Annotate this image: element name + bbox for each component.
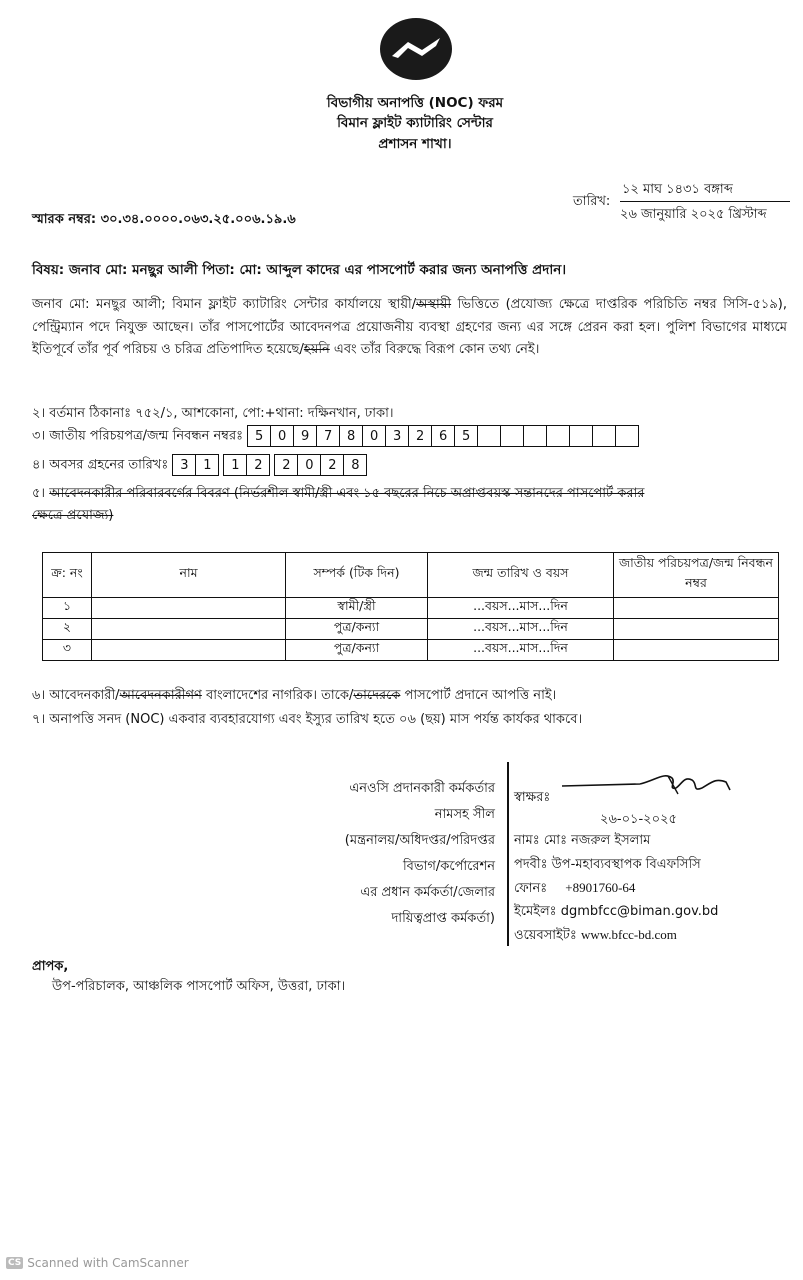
digit-box: 5	[454, 425, 478, 447]
retirement-date-boxes	[172, 454, 366, 476]
cell-serial: ২	[43, 619, 92, 640]
website-line	[514, 926, 677, 947]
signature-label: স্বাক্ষরঃ	[514, 790, 551, 805]
sig-left-line: এনওসি প্রদানকারী কর্মকর্তার	[349, 781, 495, 796]
digit-box: 9	[293, 425, 317, 447]
digit-box	[615, 425, 639, 447]
cell-name	[92, 598, 286, 619]
camscanner-badge-icon: CS	[8, 1258, 22, 1268]
website-label: ওয়েবসাইটঃ	[514, 928, 577, 943]
digit-box: 1	[223, 454, 247, 476]
phone-number: +8901760-64	[565, 880, 636, 895]
date-label: তারিখ:	[573, 194, 611, 209]
cell-name	[92, 640, 286, 661]
cell-serial: ১	[43, 598, 92, 619]
cell-relation: স্বামী/স্ত্রী	[286, 598, 428, 619]
cell-nid	[614, 598, 779, 619]
digit-box: 3	[172, 454, 196, 476]
header-dob: জন্ম তারিখ ও বয়স	[428, 553, 614, 598]
digit-box: 8	[343, 454, 367, 476]
sig-left-line: এর প্রধান কর্মকর্তা/জেলার	[360, 885, 495, 900]
sig-left-line: বিভাগ/কর্পোরেশন	[402, 859, 495, 874]
digit-box: 8	[339, 425, 363, 447]
form-title: বিভাগীয় অনাপত্তি (NOC) ফরম	[326, 95, 504, 111]
digit-box: 2	[320, 454, 344, 476]
cell-nid	[614, 619, 779, 640]
sign-date: ২৬-০১-২০২৫	[600, 812, 677, 827]
date-bengali: ১২ মাঘ ১৪৩১ বঙ্গাব্দ	[622, 182, 733, 197]
header-serial: ক্র: নং	[43, 553, 92, 598]
sig-left-line: নামসহ সীল	[434, 807, 495, 822]
table-row	[43, 640, 779, 661]
p6-struck1: আবেদনকারীগণ	[119, 688, 202, 703]
digit-box: 0	[297, 454, 321, 476]
nid-label: ৩। জাতীয় পরিচয়পত্র/জন্ম নিবন্ধন নম্বরঃ	[32, 428, 244, 444]
digit-box: 2	[408, 425, 432, 447]
table-header-row	[43, 553, 779, 598]
family-section-line1	[32, 484, 644, 505]
digit-box	[569, 425, 593, 447]
digit-box	[500, 425, 524, 447]
digit-box: 2	[246, 454, 270, 476]
cell-nid	[614, 640, 779, 661]
digit-box: 7	[316, 425, 340, 447]
family-number: ৫।	[32, 486, 46, 501]
digit-box: 5	[247, 425, 271, 447]
memo-number: স্মারক নম্বর: ৩০.৩৪.০০০০.০৬৩.২৫.০০৬.১৯.৬	[32, 212, 296, 227]
cell-dob: ...বয়স...মাস...দিন	[428, 619, 614, 640]
table-row	[43, 619, 779, 640]
date-divider	[620, 201, 790, 202]
recipient-address: উপ-পরিচালক, আঞ্চলিক পাসপোর্ট অফিস, উত্তরা, ঢাকা।	[52, 979, 346, 994]
sig-left-line: দায়িত্বপ্রাপ্ত কর্মকর্তা)	[391, 911, 495, 926]
family-table	[42, 552, 779, 661]
address-line: ২। বর্তমান ঠিকানাঃ ৭৫২/১, আশকোনা, পো:+থানা: দক্ষিনখান, ঢাকা।	[32, 406, 394, 421]
signatory-designation: পদবীঃ উপ-মহাব্যবস্থাপক বিএফসিসি	[514, 857, 701, 872]
department-name: প্রশাসন শাখা।	[378, 136, 452, 152]
nid-boxes	[247, 425, 638, 447]
cell-serial: ৩	[43, 640, 92, 661]
nid-row	[32, 425, 638, 448]
body-part3: এবং তাঁর বিরুদ্ধে বিরূপ কোন তথ্য নেই।	[329, 342, 540, 357]
p6-part3: পাসপোর্ট প্রদানে আপত্তি নাই।	[400, 688, 557, 703]
table-row	[43, 598, 779, 619]
website-url: www.bfcc-bd.com	[580, 927, 677, 942]
retirement-row	[32, 454, 366, 477]
digit-box: 0	[362, 425, 386, 447]
cell-name	[92, 619, 286, 640]
phone-label: ফোনঃ	[514, 881, 548, 896]
header-nid: জাতীয় পরিচয়পত্র/জন্ম নিবন্ধন নম্বর	[614, 553, 779, 598]
header-name: নাম	[92, 553, 286, 598]
recipient-label: প্রাপক,	[32, 959, 69, 974]
body-paragraph	[32, 294, 787, 362]
body-part1: জনাব মো: মনছুর আলী; বিমান ফ্লাইট ক্যাটারিং সেন্টার কার্যালয়ে স্থায়ী/	[32, 297, 417, 312]
family-section-line2	[32, 506, 113, 527]
p6-struck2: তাদেরকে	[353, 688, 401, 703]
scanner-watermark	[6, 1256, 189, 1270]
digit-box	[592, 425, 616, 447]
point-6	[32, 686, 556, 707]
cell-relation: পুত্র/কন্যা	[286, 619, 428, 640]
phone-line	[514, 879, 635, 900]
digit-box: 3	[385, 425, 409, 447]
digit-box: 2	[274, 454, 298, 476]
retirement-label: ৪। অবসর গ্রহনের তারিখঃ	[32, 457, 169, 473]
family-text2: ক্ষেত্রে প্রযোজ্য)	[32, 508, 114, 523]
family-text1: আবেদনকারীর পরিবারবর্গের বিবরণ (নির্ভরশীল স্বামী/স্ত্রী এবং ১৫ বছরের নিচে অপ্রাপ্তবয়স্ক সন্তানদের পাসপোর্ট করার	[49, 486, 645, 501]
date-gregorian: ২৬ জানুয়ারি ২০২৫ খ্রিস্টাব্দ	[620, 207, 767, 222]
signature-divider	[507, 762, 509, 946]
digit-box	[523, 425, 547, 447]
digit-box: 0	[270, 425, 294, 447]
signatory-description	[290, 776, 495, 932]
body-part2: ভিত্তিতে (প্রযোজ্য ক্ষেত্রে দাপ্তরিক পরিচিতি নম্বর সিসি-৫১৯), পেন্ট্রিম্যান পদে নিযুক্ত আছেন। তাঁর পাসপোর্টের আবেদনপত্র প্রয়োজনীয় ব্যবস্থা গ্রহণের জন্য এর সঙ্গে প্রেরন করা হল। পুলিশ বিভাগের মাধ্যমে ইতিপূর্বে তাঁর পূর্ব পরিচয় ও চরিত্র প্রতিপাদিত হয়েছে/	[32, 297, 787, 357]
signature-icon	[560, 768, 740, 804]
cell-dob: ...বয়স...মাস...দিন	[428, 598, 614, 619]
point-7: ৭। অনাপত্তি সনদ (NOC) একবার ব্যবহারযোগ্য এবং ইস্যুর তারিখ হতে ০৬ (ছয়) মাস পর্যন্ত কার্যকর থাকবে।	[32, 712, 583, 727]
watermark-text: Scanned with CamScanner	[27, 1256, 189, 1270]
p6-part1: ৬। আবেদনকারী/	[32, 688, 120, 703]
digit-box: 6	[431, 425, 455, 447]
digit-box	[546, 425, 570, 447]
organization-name: বিমান ফ্লাইট ক্যাটারিং সেন্টার	[337, 115, 493, 131]
header-relation: সম্পর্ক (টিক দিন)	[286, 553, 428, 598]
cell-dob: ...বয়স...মাস...দিন	[428, 640, 614, 661]
email-line: ইমেইলঃ dgmbfcc@biman.gov.bd	[514, 904, 719, 919]
sig-left-line: (মন্ত্রনালয়/অধিদপ্তর/পরিদপ্তর	[344, 833, 495, 848]
signatory-name: নামঃ মোঃ নজরুল ইসলাম	[514, 833, 651, 848]
biman-logo-icon	[378, 16, 454, 82]
body-struck1: অস্থায়ী	[416, 297, 452, 312]
digit-box: 1	[195, 454, 219, 476]
p6-part2: বাংলাদেশের নাগরিক। তাকে/	[201, 688, 354, 703]
digit-box	[477, 425, 501, 447]
body-struck2: হয়নি	[303, 342, 330, 357]
cell-relation: পুত্র/কন্যা	[286, 640, 428, 661]
subject-line: বিষয়: জনাব মো: মনছুর আলী পিতা: মো: আব্দুল কাদের এর পাসপোর্ট করার জন্য অনাপত্তি প্রদান।	[32, 262, 567, 278]
